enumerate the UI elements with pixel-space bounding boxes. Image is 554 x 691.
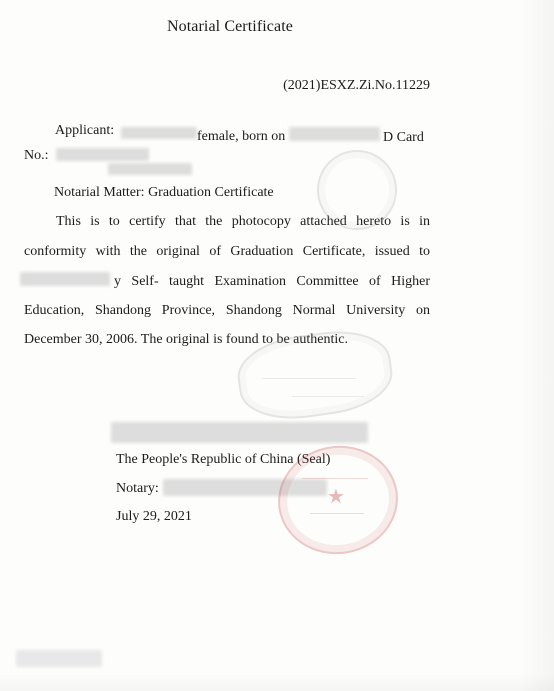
certificate-number: (2021)ESXZ.Zi.No.11229 bbox=[283, 78, 430, 93]
document-title: Notarial Certificate bbox=[167, 18, 293, 35]
footer-redaction bbox=[16, 650, 102, 667]
birth-date-redaction bbox=[289, 127, 380, 141]
notarial-matter: Notarial Matter: Graduation Certificate bbox=[54, 185, 274, 200]
notary-label: Notary: bbox=[116, 481, 159, 496]
faint-stamp-text-line bbox=[262, 378, 356, 379]
seal-star-icon: ★ bbox=[327, 486, 345, 508]
issuer-seal-text: The People's Republic of China (Seal) bbox=[116, 452, 331, 467]
applicant-label: Applicant: bbox=[55, 123, 115, 138]
certification-line-1: This is to certify that the photocopy attached hereto is in bbox=[56, 214, 430, 229]
id-card-label: D Card bbox=[383, 130, 424, 145]
page-bottom-shadow bbox=[0, 673, 554, 691]
recipient-redaction bbox=[20, 272, 110, 286]
seal-text-line bbox=[310, 513, 364, 514]
applicant-gender-birth: female, born on bbox=[197, 129, 286, 144]
id-number-label: No.: bbox=[24, 148, 49, 163]
id-number-redaction bbox=[56, 148, 149, 161]
certification-line-5: December 30, 2006. The original is found to be authentic. bbox=[24, 332, 348, 347]
page-edge-shadow bbox=[520, 0, 554, 691]
faint-stamp-text-line bbox=[292, 396, 364, 397]
certification-line-4: Education, Shandong Province, Shandong Normal University on bbox=[24, 303, 430, 318]
certification-line-3: y Self- taught Examination Committee of Higher bbox=[114, 274, 430, 289]
id-number-redaction-continued bbox=[108, 163, 192, 175]
certificate-date: July 29, 2021 bbox=[116, 509, 192, 524]
certification-line-2: conformity with the original of Graduation Certificate, issued to bbox=[24, 244, 430, 259]
applicant-name-redaction bbox=[121, 127, 197, 139]
organization-redaction bbox=[111, 422, 368, 443]
seal-text-line bbox=[302, 478, 368, 479]
